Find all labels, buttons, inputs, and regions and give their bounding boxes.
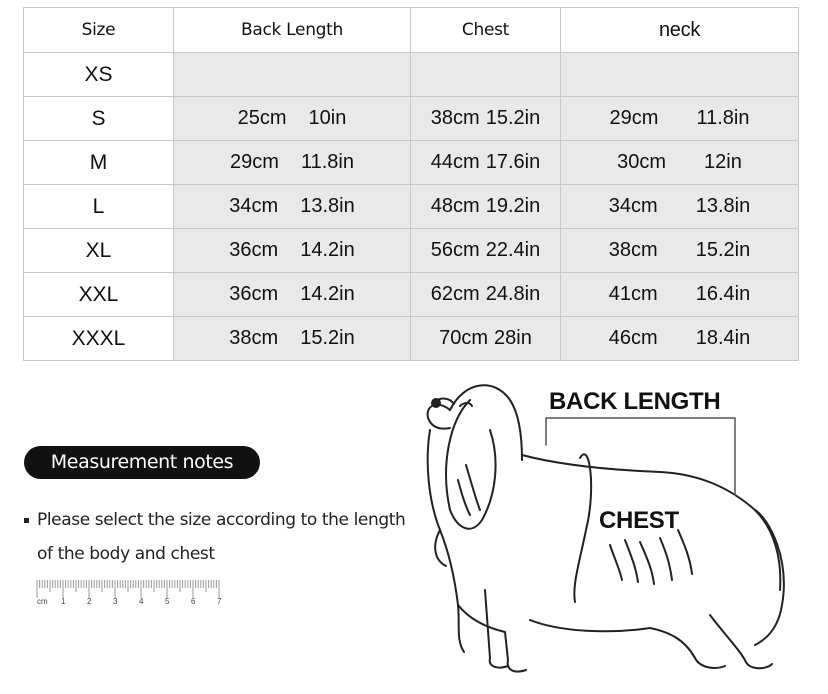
neck-cell — [561, 229, 799, 273]
chest-cell — [411, 229, 561, 273]
size-cell: XS — [24, 53, 174, 97]
ruler-label: 7 — [217, 597, 222, 606]
ruler-icon — [33, 576, 228, 610]
back-length-cell-cm: 29cm — [230, 151, 279, 173]
note-line-2: of the body and chest — [37, 544, 215, 564]
chest-cell — [411, 97, 561, 141]
chest-cell-in: 28in — [494, 327, 532, 349]
size-cell: L — [24, 185, 174, 229]
ruler-label: 6 — [191, 597, 196, 606]
table-row — [24, 141, 799, 185]
neck-cell — [561, 185, 799, 229]
chest-cell — [411, 141, 561, 185]
size-cell: XXL — [24, 273, 174, 317]
header-neck: neck — [561, 8, 799, 53]
table-row — [24, 97, 799, 141]
back-length-cell — [174, 53, 411, 97]
neck-cell — [561, 317, 799, 361]
neck-cell-in: 15.2in — [695, 239, 751, 261]
chest-cell-in: 17.6in — [485, 151, 541, 173]
back-length-cell — [174, 229, 411, 273]
ruler-label: 4 — [139, 597, 144, 606]
back-length-label: BACK LENGTH — [549, 388, 721, 415]
neck-cell — [561, 53, 799, 97]
neck-cell-cm: 46cm — [608, 327, 658, 349]
table-row — [24, 229, 799, 273]
neck-cell-cm: 30cm — [617, 151, 667, 173]
back-length-cell-cm: 36cm — [229, 283, 279, 305]
header-chest: Chest — [411, 8, 561, 53]
measurement-note — [24, 503, 424, 571]
neck-cell — [561, 97, 799, 141]
table-row — [24, 185, 799, 229]
back-length-cell — [174, 317, 411, 361]
chest-cell-in: 22.4in — [485, 239, 541, 261]
chest-cell-in: 24.8in — [485, 283, 541, 305]
chest-label: CHEST — [599, 507, 679, 534]
neck-cell — [561, 141, 799, 185]
chest-cell-cm: 48cm — [430, 195, 480, 217]
note-line-1: Please select the size according to the length — [37, 510, 406, 530]
neck-cell-in: 18.4in — [695, 327, 751, 349]
ruler-label: 5 — [165, 597, 170, 606]
chest-cell-cm: 56cm — [430, 239, 480, 261]
header-back-length: Back Length — [174, 8, 411, 53]
neck-cell-in: 11.8in — [696, 107, 750, 129]
back-length-cell-cm: 25cm — [237, 107, 287, 129]
chest-cell-cm: 62cm — [430, 283, 480, 305]
neck-cell-cm: 38cm — [608, 239, 658, 261]
back-length-cell — [174, 185, 411, 229]
neck-cell-in: 13.8in — [695, 195, 751, 217]
back-length-cell — [174, 141, 411, 185]
back-length-cell-in: 14.2in — [300, 239, 355, 261]
neck-cell-cm: 34cm — [608, 195, 658, 217]
back-length-cell-in: 13.8in — [300, 195, 355, 217]
ruler-label: 2 — [87, 597, 92, 606]
neck-cell-in: 12in — [704, 151, 742, 173]
neck-cell-cm: 41cm — [608, 283, 658, 305]
size-cell: M — [24, 141, 174, 185]
header-row — [24, 8, 799, 53]
table-row — [24, 273, 799, 317]
back-length-cell-cm: 36cm — [229, 239, 279, 261]
table-row — [24, 317, 799, 361]
chest-cell-cm: 44cm — [430, 151, 480, 173]
back-length-cell-cm: 38cm — [229, 327, 279, 349]
chest-cell-in: 19.2in — [485, 195, 541, 217]
neck-cell-cm: 29cm — [609, 107, 659, 129]
neck-cell-in: 16.4in — [695, 283, 751, 305]
chest-cell — [411, 185, 561, 229]
chest-cell-cm: 70cm — [439, 327, 489, 349]
size-chart-table — [23, 7, 799, 361]
ruler-unit: cm — [37, 597, 48, 606]
chest-cell-cm: 38cm — [430, 107, 480, 129]
back-length-cell-in: 10in — [308, 107, 347, 129]
back-length-cell-in: 15.2in — [300, 327, 355, 349]
size-cell: XL — [24, 229, 174, 273]
measurement-notes-badge: Measurement notes — [24, 446, 260, 479]
table-row — [24, 53, 799, 97]
header-size: Size — [24, 8, 174, 53]
neck-cell — [561, 273, 799, 317]
chest-cell — [411, 273, 561, 317]
back-length-cell — [174, 273, 411, 317]
ruler-label: 1 — [61, 597, 66, 606]
ruler-label: 3 — [113, 597, 118, 606]
chest-cell — [411, 317, 561, 361]
bullet-icon — [24, 518, 29, 523]
chest-cell-in: 15.2in — [485, 107, 541, 129]
chest-cell — [411, 53, 561, 97]
back-length-cell — [174, 97, 411, 141]
back-length-cell-in: 14.2in — [300, 283, 355, 305]
size-cell: XXXL — [24, 317, 174, 361]
back-length-cell-in: 11.8in — [300, 151, 354, 173]
back-length-cell-cm: 34cm — [229, 195, 279, 217]
size-cell: S — [24, 97, 174, 141]
